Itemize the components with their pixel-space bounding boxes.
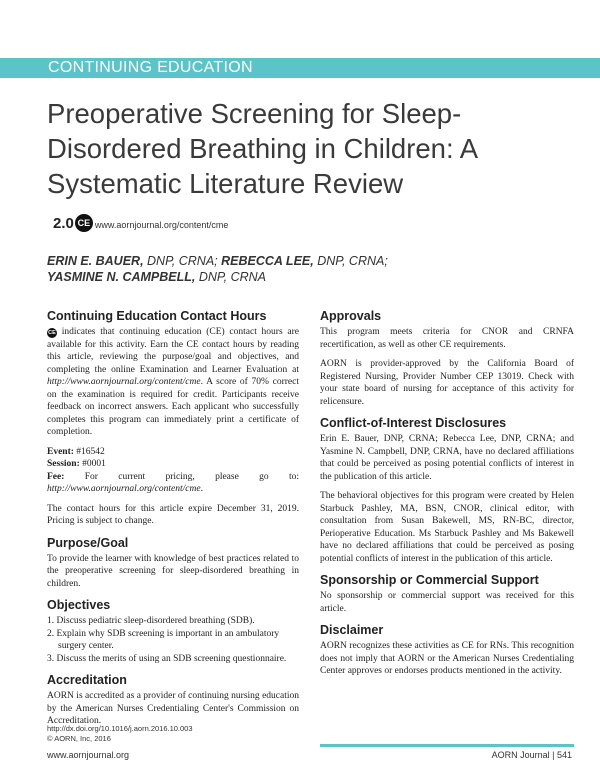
author-name: ERIN E. BAUER, [47, 254, 144, 268]
objective-item: 2. Explain why SDB screening is important in an ambulatory surgery center. [47, 628, 280, 651]
accreditation-section [47, 673, 299, 728]
event-value: #16542 [73, 446, 105, 457]
ce-badge-icon: CE [75, 214, 93, 232]
copyright: © AORN, Inc, 2016 [47, 734, 111, 743]
sponsorship-text: No sponsorship or commercial support was received for this article. [320, 591, 574, 614]
article-title [47, 96, 517, 243]
section-label: CONTINUING EDUCATION [48, 59, 253, 76]
fee-line [47, 471, 299, 496]
contact-text: indicates that continuing education (CE) contact hours are available for this activity. Earn the CE contact hours by reading this article, reviewing the purpose/goal and objectives, and completing the online Examination and Learner Evaluation at [47, 327, 299, 375]
approvals-text: AORN is provider-approved by the California Board of Registered Nursing, Provider Number CEP 13019. Check with your state board of nursing for acceptance of this activity for relicensure. [320, 359, 574, 407]
disclaimer-heading: Disclaimer [320, 623, 384, 637]
approvals-text: This program meets criteria for CNOR and CRNFA recertification, as well as other CE requirements. [320, 327, 574, 350]
event-line [47, 446, 299, 459]
ce-hours: 2.0 [53, 215, 74, 232]
session-label: Session: [47, 459, 80, 469]
footnote [47, 724, 193, 744]
author-list [47, 253, 447, 285]
purpose-section [47, 536, 299, 591]
left-column [47, 309, 299, 728]
footer-page: AORN Journal | 541 [491, 750, 572, 760]
approvals-heading: Approvals [320, 309, 382, 323]
purpose-text: To provide the learner with knowledge of best practices related to the preoperative screening for sleep-disordered breathing in children. [47, 553, 299, 589]
author-name: YASMINE N. CAMPBELL, [47, 270, 196, 284]
footer-rule [320, 744, 574, 747]
fee-text: For current pricing, please go to: [64, 471, 299, 482]
conflict-heading: Conflict-of-Interest Disclosures [320, 416, 507, 430]
disclaimer-section [320, 623, 574, 678]
sponsorship-heading: Sponsorship or Commercial Support [320, 573, 539, 587]
section-band [0, 58, 600, 78]
conflict-text: The behavioral objectives for this program were created by Helen Starbuck Pashley, MA, BSN, CNOR, clinical editor, with consultation from Susan Bakewell, MS, RN-BC, director, Perioperative Education. Ms Starbuck Pashley and Ms Bakewell have no declared affiliations that could be perceived as posing potential conflicts of interest in the publication of this article. [320, 491, 574, 564]
objective-item: 1. Discuss pediatric sleep-disordered breathing (SDB). [47, 616, 255, 626]
sponsorship-section [320, 573, 574, 615]
disclaimer-text: AORN recognizes these activities as CE for RNs. This recognition does not imply that AORN or the American Nurses Credentialing Center approves or endorses products mentioned in the activity. [320, 641, 574, 676]
conflict-text: Erin E. Bauer, DNP, CRNA; Rebecca Lee, DNP, CRNA; and Yasmine N. Campbell, DNP, CRNA, have no declared affiliations that could be perceived as posing potential conflicts of interest in the publication of this article. [320, 434, 574, 482]
author-name: REBECCA LEE, [217, 254, 314, 268]
author-credentials: DNP, CRNA [195, 270, 267, 284]
footer-site[interactable]: www.aornjournal.org [47, 750, 130, 760]
contact-text: . A score of 70% correct on the examination is required for credit. Participants receive feedback on incorrect answers. Each applicant who successfully completes this program can immediately print a certificate of completion. [47, 377, 299, 437]
right-column [320, 309, 574, 678]
doi-link[interactable]: http://dx.doi.org/10.1016/j.aorn.2016.10.003 [47, 724, 193, 733]
event-label: Event: [47, 446, 74, 457]
session-line [47, 458, 299, 471]
accreditation-heading: Accreditation [47, 673, 127, 687]
session-value: #0001 [79, 459, 106, 469]
ce-info [47, 201, 228, 243]
objectives-heading: Objectives [47, 598, 111, 612]
objectives-list [47, 615, 299, 665]
author-credentials: DNP, CRNA; [313, 254, 388, 268]
fee-end: . [200, 484, 203, 494]
purpose-heading: Purpose/Goal [47, 535, 129, 550]
article-title-text: Preoperative Screening for Sleep-Disordered Breathing in Children: A Systematic Literature Review [47, 98, 477, 199]
contact-hours-text [47, 326, 299, 439]
author-credentials: DNP, CRNA; [143, 254, 218, 268]
fee-label: Fee: [47, 471, 65, 482]
cme-link[interactable]: http://www.aornjournal.org/content/cme [47, 377, 201, 387]
ce-url-link[interactable]: www.aornjournal.org/content/cme [94, 220, 229, 230]
expire-text: The contact hours for this article expire December 31, 2019. Pricing is subject to change. [47, 503, 299, 526]
fee-link[interactable]: http://www.aornjournal.org/content/cme [47, 484, 201, 494]
accreditation-text: AORN is accredited as a provider of continuing nursing education by the American Nurses Credentialing Center's Commission on Accreditation. [47, 691, 299, 726]
ce-badge-icon: CE [48, 330, 56, 336]
conflict-section [320, 416, 574, 565]
contact-hours-heading: Continuing Education Contact Hours [47, 309, 267, 323]
objectives-section [47, 598, 299, 665]
objective-item: 3. Discuss the merits of using an SDB screening questionnaire. [47, 653, 287, 664]
